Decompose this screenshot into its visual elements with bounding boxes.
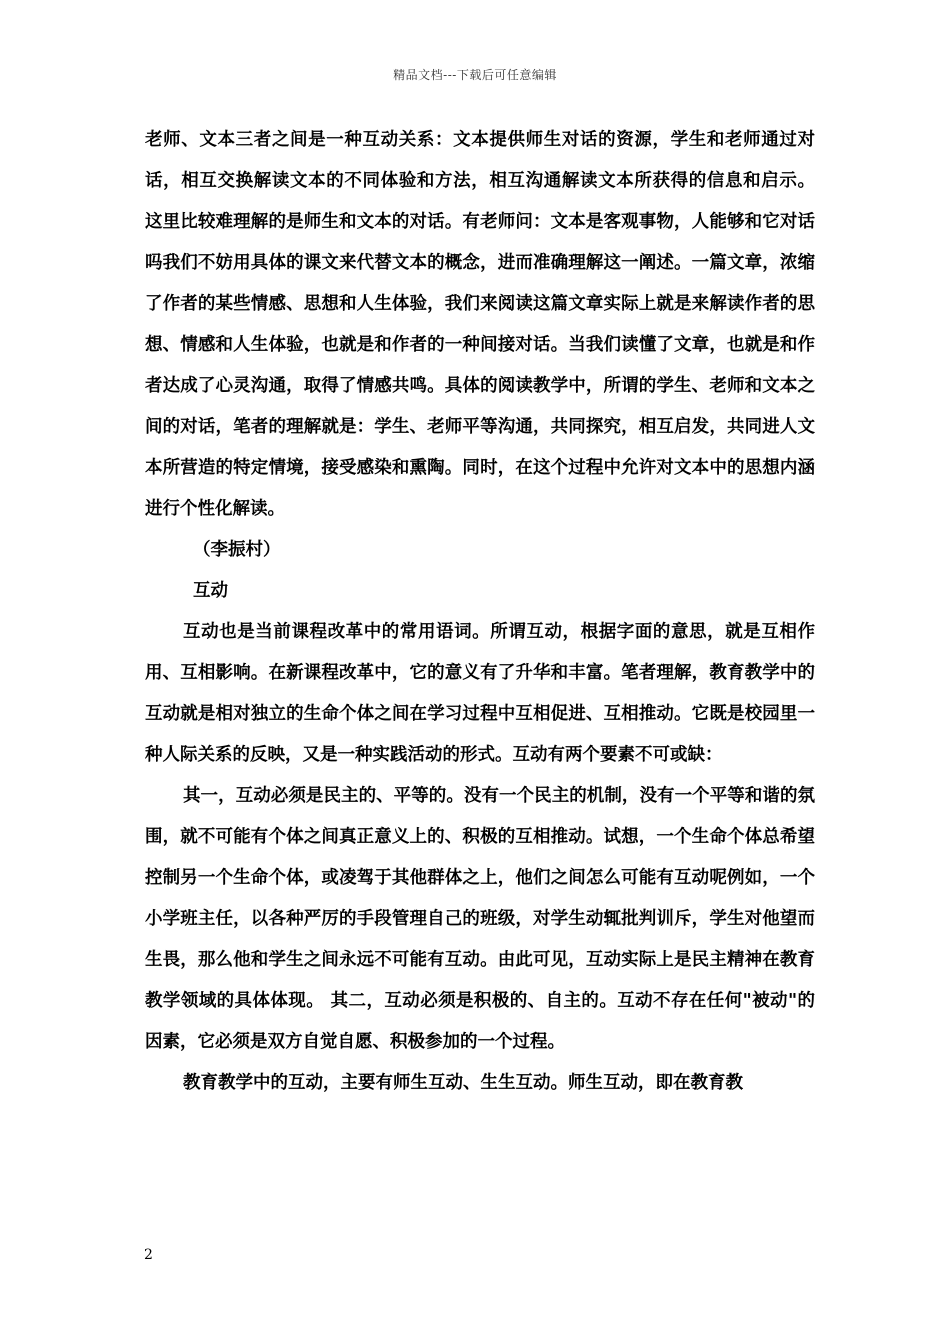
paragraph-dialogue-continuation: 老师、文本三者之间是一种互动关系：文本提供师生对话的资源，学生和老师通过对话，相互交换解读文本的不同体验和方法，相互沟通解读文本所获得的信息和启示。 这里比较难理解的是师生和文本的对话。有老师问：文本是客观事物，人能够和它对话吗我们不妨用具体的课文来代替文本的概念，进而准确理解这一阐述。一篇文章，浓缩了作者的某些情感、思想和人生体验，我们来阅读这篇文章实际上就是来解读作者的思想、情感和人生体验，也就是和作者的一种间接对话。当我们读懂了文章，也就是和作者达成了心灵沟通，取得了情感共鸣。具体的阅读教学中，所谓的学生、老师和文本之间的对话，笔者的理解就是：学生、老师平等沟通，共同探究，相互启发，共同进人文本所营造的特定情境，接受感染和熏陶。同时，在这个过程中允许对文本中的思想内涵进行个性化解读。 <box>145 130 815 519</box>
author-attribution: （李振村） <box>193 540 281 560</box>
paragraph-teacher-student-interaction: 教育教学中的互动，主要有师生互动、生生互动。师生互动，即在教育教 <box>183 1073 743 1093</box>
paragraph-interaction-definition: 互动也是当前课程改革中的常用语词。所谓互动，根据字面的意思，就是互相作用、互相影响。在新课程改革中，它的意义有了升华和丰富。笔者理解，教育教学中的互动就是相对独立的生命个体之间在学习过程中互相促进、互相推动。它既是校园里一种人际关系的反映，又是一种实践活动的形式。互动有两个要素不可或缺： <box>145 622 815 765</box>
page-number: 2 <box>144 1247 153 1263</box>
document-body <box>145 120 815 1104</box>
page-header: 精品文档---下载后可任意编辑 <box>393 68 557 82</box>
section-heading-interaction: 互动 <box>193 581 228 601</box>
paragraph-first-element: 其一，互动必须是民主的、平等的。没有一个民主的机制，没有一个平等和谐的氛围，就不可能有个体之间真正意义上的、积极的互相推动。试想，一个生命个体总希望控制另一个生命个体，或凌驾于其他群体之上，他们之间怎么可能有互动呢例如，一个小学班主任，以各种严厉的手段管理自己的班级，对学生动辄批判训斥，学生对他望而生畏，那么他和学生之间永远不可能有互动。由此可见，互动实际上是民主精神在教育教学领域的具体体现。 其二，互动必须是积极的、自主的。互动不存在任何"被动"的因素，它必须是双方自觉自愿、积极参加的一个过程。 <box>145 786 815 1052</box>
